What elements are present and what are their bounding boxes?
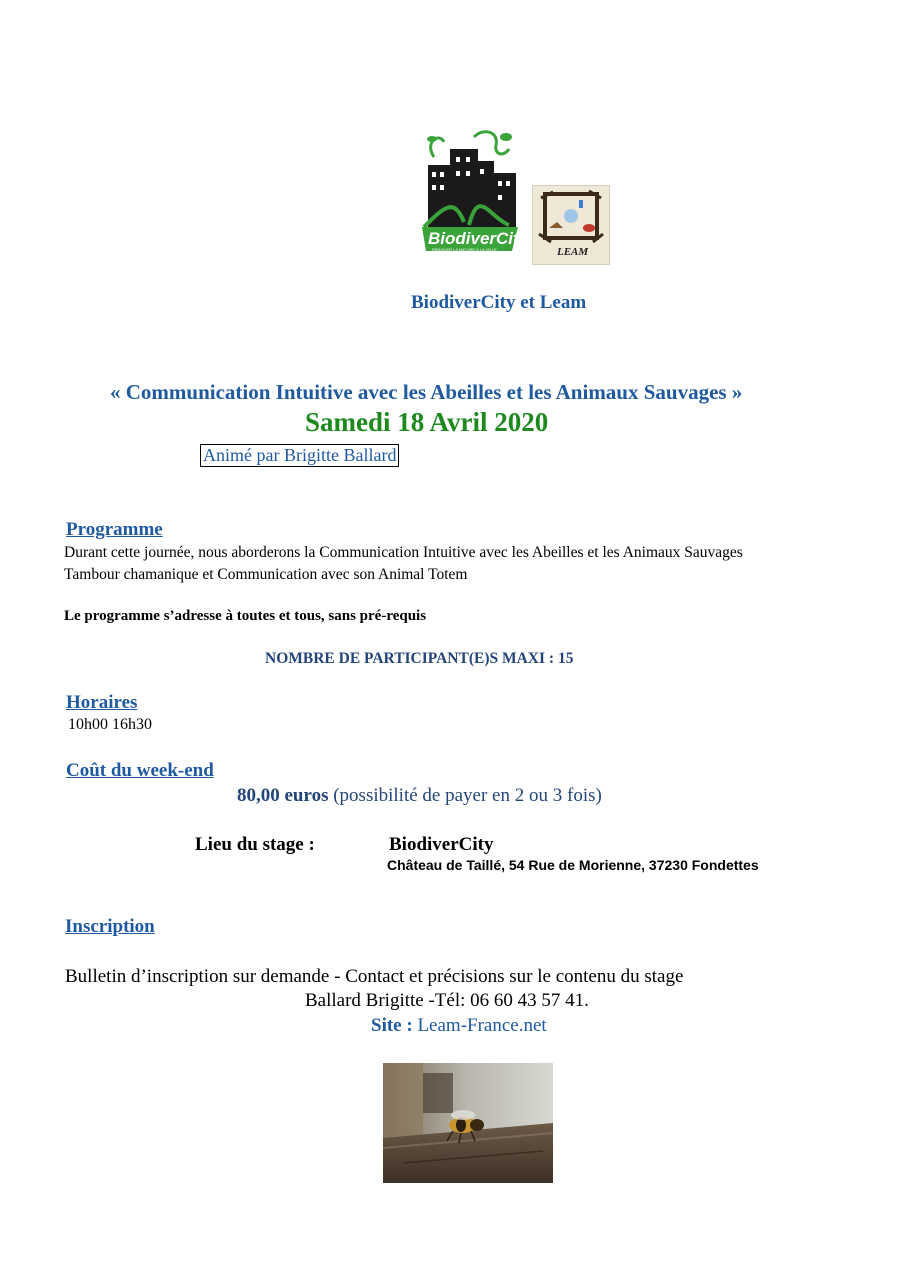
leam-logo [532, 185, 610, 265]
biodivercity-logo-tagline: RENOUER LA NATURE À LA VILLE [432, 247, 497, 252]
leam-logo-text: LEAM [557, 246, 589, 258]
programme-line-1: Durant cette journée, nous aborderons la Communication Intuitive avec les Abeilles et les Animaux Sauvages [64, 544, 743, 561]
programme-line-2: Tambour chamanique et Communication avec son Animal Totem [64, 566, 468, 583]
audience-note: Le programme s’adresse à toutes et tous, sans pré-requis [64, 608, 427, 624]
organizers-heading: BiodiverCity et Leam [411, 292, 587, 313]
venue-address: Château de Taillé, 54 Rue de Morienne, 37230 Fondettes [387, 857, 759, 873]
inscription-line-1: Bulletin d’inscription sur demande - Contact et précisions sur le contenu du stage [65, 966, 684, 987]
site-label: Site : [371, 1015, 413, 1036]
site-link[interactable]: Leam-France.net [417, 1015, 547, 1036]
contact-phone: Ballard Brigitte -Tél: 06 60 43 57 41. [305, 990, 589, 1011]
price-note: (possibilité de payer en 2 ou 3 fois) [333, 785, 602, 806]
biodivercity-logo-text: BiodiverCity [428, 229, 529, 248]
price: 80,00 euros [237, 785, 329, 806]
inscription-heading: Inscription [65, 916, 155, 937]
bee-photo [383, 1063, 553, 1183]
programme-heading: Programme [66, 519, 163, 540]
event-date: Samedi 18 Avril 2020 [305, 407, 549, 437]
venue-label: Lieu du stage : [195, 834, 315, 855]
animator-box: Animé par Brigitte Ballard [200, 444, 399, 467]
event-title: « Communication Intuitive avec les Abeilles et les Animaux Sauvages » [110, 380, 743, 404]
biodivercity-logo [414, 127, 529, 255]
venue-name: BiodiverCity [389, 834, 494, 855]
participants-max: NOMBRE DE PARTICIPANT(E)S MAXI : 15 [265, 650, 574, 667]
horaires-heading: Horaires [66, 692, 138, 713]
horaires-value: 10h00 16h30 [68, 716, 152, 733]
cout-heading: Coût du week-end [66, 760, 214, 781]
